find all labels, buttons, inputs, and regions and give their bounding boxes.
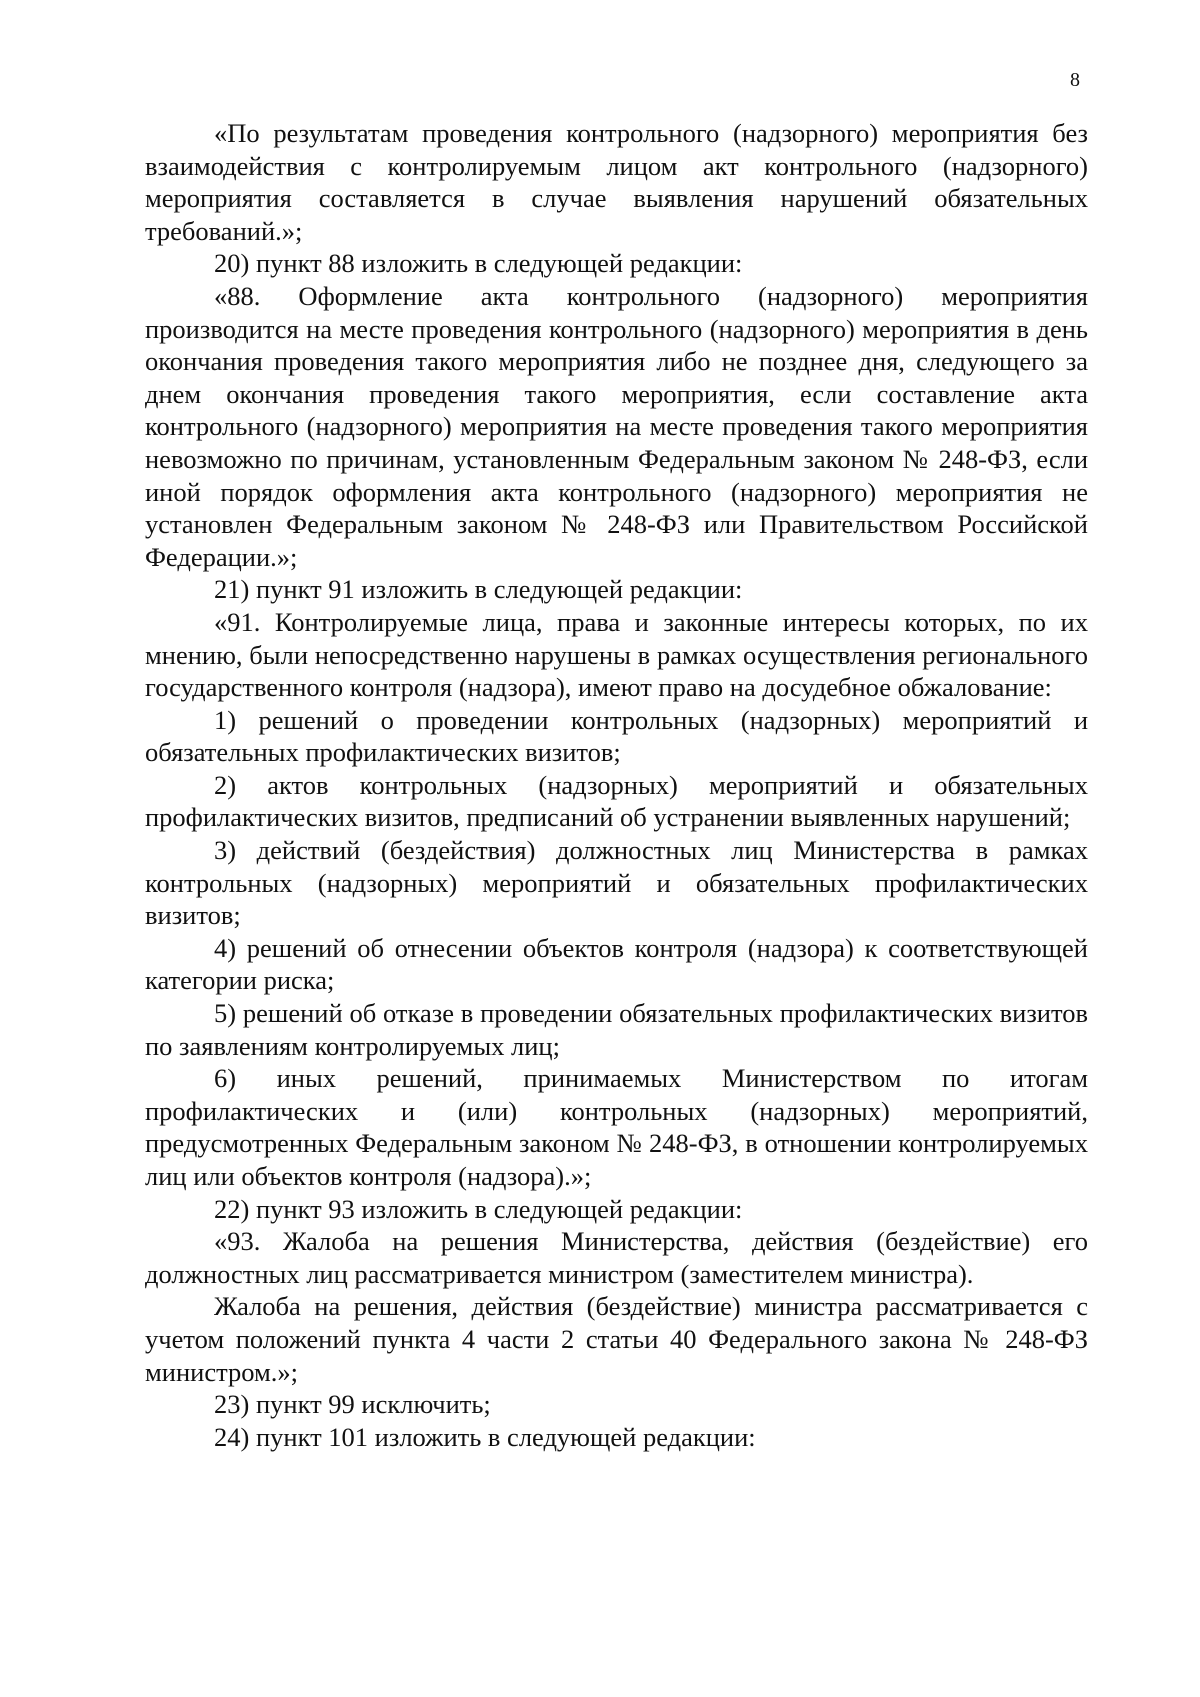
paragraph-complaint-minister: Жалоба на решения, действия (бездействие) министра рассматривается с учетом положений пункта 4 части 2 статьи 40 Федерального закона № 248-ФЗ министром.»; <box>145 1291 1088 1387</box>
paragraph-item-20: 20) пункт 88 изложить в следующей редакции: <box>214 248 743 279</box>
document-body <box>145 117 1088 1453</box>
paragraph-item-23: 23) пункт 99 исключить; <box>214 1389 491 1420</box>
paragraph-item-22: 22) пункт 93 изложить в следующей редакции: <box>214 1193 743 1224</box>
paragraph-subitem-6: 6) иных решений, принимаемых Министерством по итогам профилактических и (или) контрольных (надзорных) мероприятий, предусмотренных Федеральным законом № 248-ФЗ, в отношении контролируемых лиц или объектов контроля (надзора).»; <box>145 1063 1088 1191</box>
paragraph-item-21: 21) пункт 91 изложить в следующей редакции: <box>214 574 743 605</box>
paragraph-subitem-5: 5) решений об отказе в проведении обязательных профилактических визитов по заявлениям контролируемых лиц; <box>145 998 1088 1061</box>
paragraph-subitem-4: 4) решений об отнесении объектов контроля (надзора) к соответствующей категории риска; <box>145 932 1088 996</box>
paragraph-subitem-3: 3) действий (бездействия) должностных лиц Министерства в рамках контрольных (надзорных) мероприятий и обязательных профилактических визитов; <box>145 835 1088 931</box>
page-number: 8 <box>1070 69 1080 91</box>
paragraph-clause-93: «93. Жалоба на решения Министерства, действия (бездействие) его должностных лиц рассматривается министром (заместителем министра). <box>145 1226 1088 1289</box>
paragraph-item-24: 24) пункт 101 изложить в следующей редакции: <box>214 1421 756 1452</box>
paragraph-clause-91: «91. Контролируемые лица, права и законные интересы которых, по их мнению, были непосредственно нарушены в рамках осуществления регионального государственного контроля (надзора), имеют право на досудебное обжалование: <box>145 606 1088 703</box>
paragraph-clause-88: «88. Оформление акта контрольного (надзорного) мероприятия производится на месте проведения контрольного (надзорного) мероприятия в день окончания проведения такого мероприятия либо не позднее дня, следующего за днем окончания проведения такого мероприятия, если составление акта контрольного (надзорного) мероприятия на месте проведения такого мероприятия невозможно по причинам, установленным Федеральным законом № 248-ФЗ, если иной порядок оформления акта контрольного (надзорного) мероприятия не установлен Федеральным законом № 248-ФЗ или Правительством Российской Федерации.»; <box>145 280 1088 572</box>
paragraph-subitem-1: 1) решений о проведении контрольных (надзорных) мероприятий и обязательных профилактических визитов; <box>145 704 1088 768</box>
paragraph-subitem-2: 2) актов контрольных (надзорных) мероприятий и обязательных профилактических визитов, предписаний об устранении выявленных нарушений; <box>145 769 1088 833</box>
paragraph-quote-result: «По результатам проведения контрольного (надзорного) мероприятия без взаимодействия с контролируемым лицом акт контрольного (надзорного) мероприятия составляется в случае выявления нарушений обязательных требований.»; <box>145 118 1088 246</box>
